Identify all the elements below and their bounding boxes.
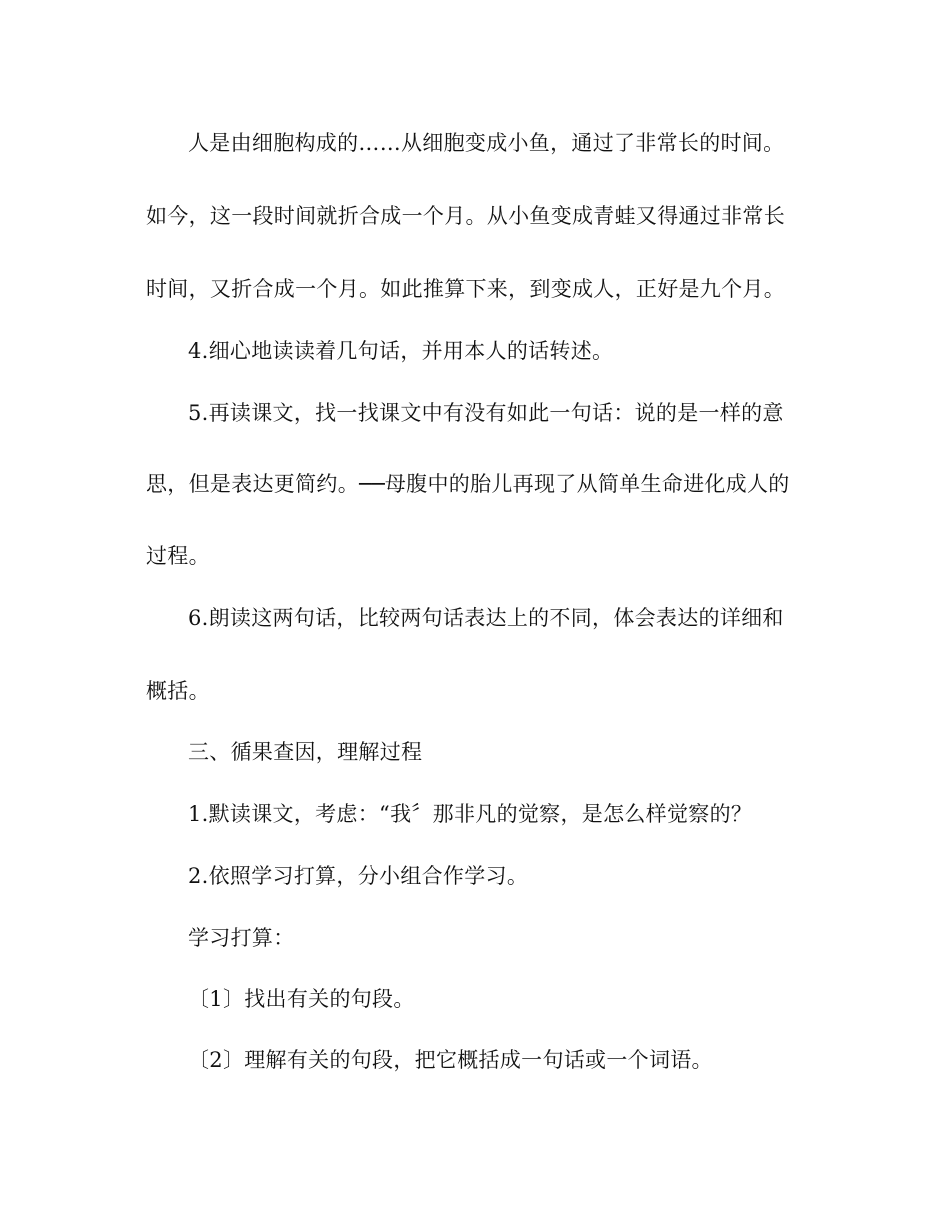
section-item-2: 2.依照学习打算，分小组合作学习。	[188, 864, 529, 888]
plan-step-2: 〔2〕理解有关的句段，把它概括成一句话或一个词语。	[188, 1048, 713, 1072]
list-item-6-line: 概括。	[146, 679, 210, 703]
plan-label: 学习打算：	[188, 926, 295, 950]
paragraph-line: 如今，这一段时间就折合成一个月。从小鱼变成青蛙又得通过非常长	[146, 204, 785, 228]
section-item-1: 1.默读课文，考虑：“我〞那非凡的觉察，是怎么样觉察的？	[188, 802, 753, 826]
paragraph-line: 人是由细胞构成的……从细胞变成小鱼，通过了非常长的时间。	[188, 131, 785, 155]
list-item-5-line: 过程。	[146, 544, 210, 568]
list-item-6-line: 6.朗读这两句话，比较两句话表达上的不同，体会表达的详细和	[188, 606, 784, 630]
plan-step-1: 〔1〕找出有关的句段。	[188, 987, 415, 1011]
paragraph-line: 时间，又折合成一个月。如此推算下来，到变成人，正好是九个月。	[146, 277, 785, 301]
list-item-5-line: 5.再读课文，找一找课文中有没有如此一句话：说的是一样的意	[188, 401, 784, 425]
section-heading: 三、循果查因，理解过程	[188, 740, 423, 764]
list-item-4: 4.细心地读读着几句话，并用本人的话转述。	[188, 339, 614, 363]
list-item-5-line: 思，但是表达更简约。──母腹中的胎儿再现了从简单生命进化成人的	[146, 472, 790, 496]
